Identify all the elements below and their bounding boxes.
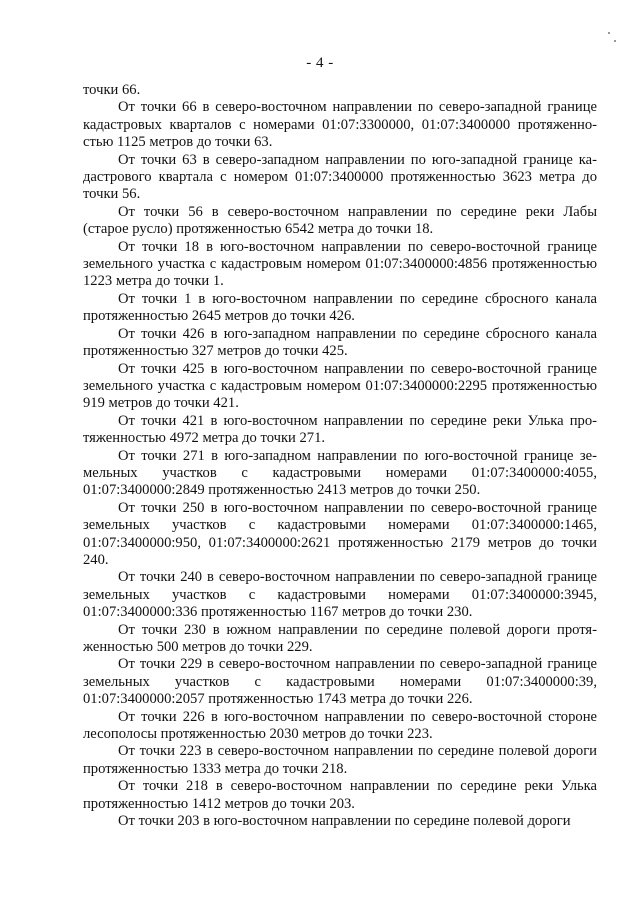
- paragraph: От точки 203 в юго-восточном направлении по середине полевой дороги: [118, 813, 571, 830]
- paragraph: От точки 271 в юго-западном направлении по юго-восточной границе земельных участков с кадастровыми номерами 01:07:3400000:4055, 01:07:3400000:2849 протяженностью 2413 метров до точки 250.: [83, 447, 597, 499]
- paragraph: От точки 63 в северо-западном направлении по юго-западной границе кадастрового квартала с номером 01:07:3400000 протяженностью 3623 метра до точки 56.: [83, 151, 597, 203]
- paragraph: От точки 226 в юго-восточном направлении по северо-восточной стороне лесополосы протяженностью 2030 метров до точки 223.: [83, 708, 597, 743]
- paragraph: От точки 18 в юго-восточном направлении по северо-восточной границе земельного участка с кадастровым номером 01:07:3400000:4856 протяженностью 1223 метра до точки 1.: [83, 238, 597, 290]
- paragraph: От точки 223 в северо-восточном направлении по середине полевой дороги протяженностью 1333 метра до точки 218.: [83, 743, 597, 777]
- document-body: [83, 82, 597, 830]
- paragraph: От точки 250 в юго-восточном направлении по северо-восточной границе земельных участков с кадастровыми номерами 01:07:3400000:1465, 01:07:3400000:950, 01:07:3400000:2621 протяженностью 2179 метров до точки 240.: [83, 499, 597, 568]
- paragraph: От точки 425 в юго-восточном направлении по северо-восточной границе земельного участка с кадастровым номером 01:07:3400000:2295 протяженностью 919 метров до точки 421.: [83, 360, 597, 412]
- paragraph: От точки 230 в южном направлении по середине полевой дороги протяженностью 500 метров до точки 229.: [83, 621, 597, 655]
- paragraph: От точки 218 в северо-восточном направлении по середине реки Улька протяженностью 1412 метров до точки 203.: [83, 778, 597, 812]
- paragraph: От точки 240 в северо-восточном направлении по северо-западной границе земельных участков с кадастровыми номерами 01:07:3400000:3945, 01:07:3400000:336 протяженностью 1167 метров до точки 230.: [83, 569, 597, 621]
- paragraph: От точки 421 в юго-восточном направлении по середине реки Улька протяженностью 4972 метра до точки 271.: [83, 412, 597, 447]
- paragraph: От точки 56 в северо-восточном направлении по середине реки Лабы (старое русло) протяженностью 6542 метра до точки 18.: [83, 203, 597, 238]
- paragraph: От точки 426 в юго-западном направлении по середине сбросного канала протяженностью 327 метров до точки 425.: [83, 325, 597, 360]
- scan-specks: [606, 30, 618, 44]
- paragraph: От точки 66 в северо-восточном направлении по северо-западной границе кадастровых кварталов с номерами 01:07:3300000, 01:07:3400000 протяженностью 1125 метров до точки 63.: [83, 99, 597, 151]
- paragraph: точки 66.: [83, 82, 141, 98]
- page-number: - 4 -: [306, 55, 334, 71]
- paragraph: От точки 1 в юго-восточном направлении по середине сбросного канала протяженностью 2645 метров до точки 426.: [83, 290, 597, 325]
- paragraph: От точки 229 в северо-восточном направлении по северо-западной границе земельных участков с кадастровыми номерами 01:07:3400000:39, 01:07:3400000:2057 протяженностью 1743 метра до точки 226.: [83, 656, 597, 708]
